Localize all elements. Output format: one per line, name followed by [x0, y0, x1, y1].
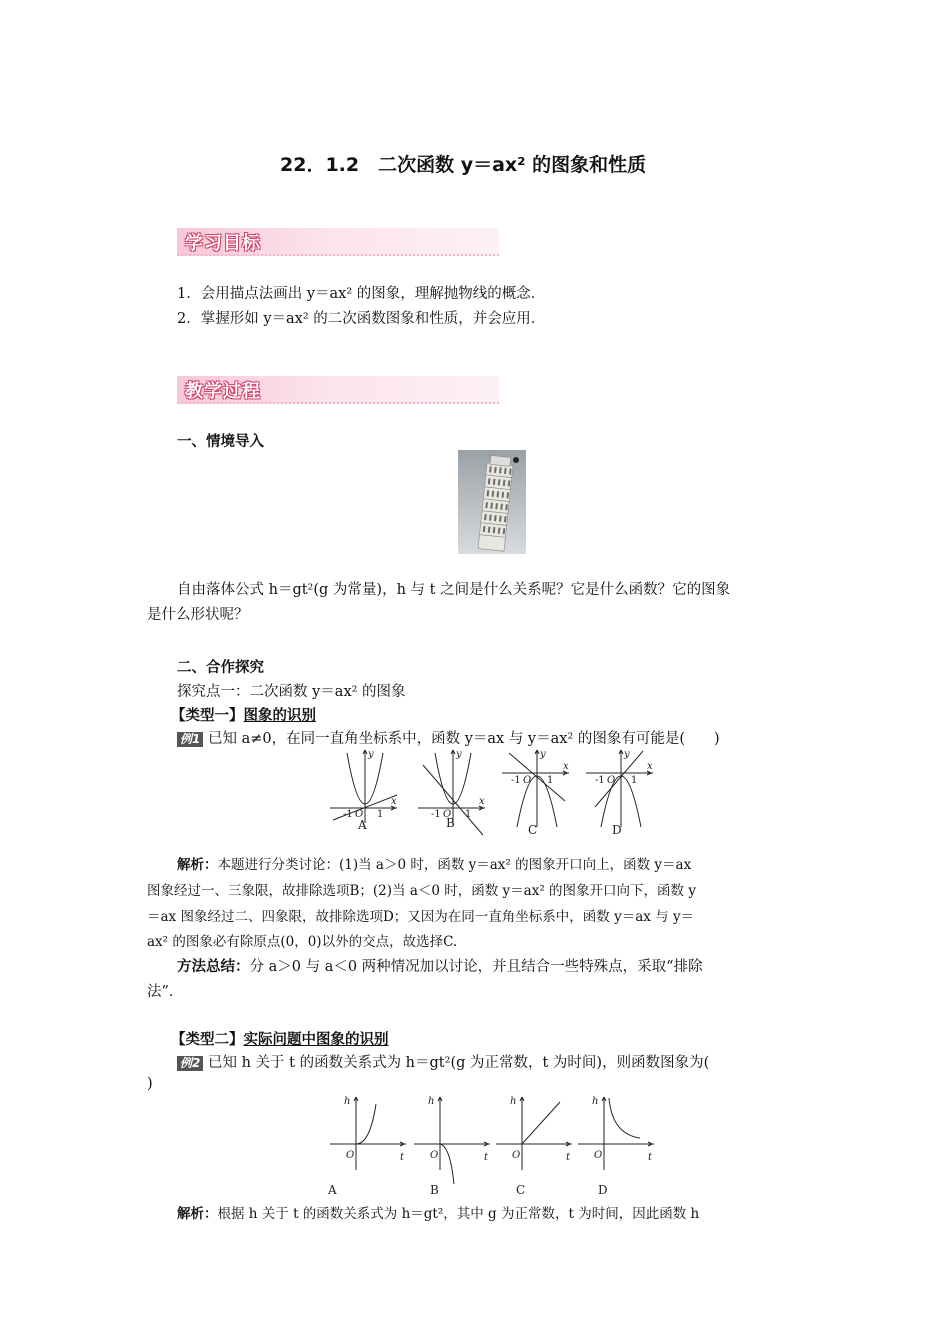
option-label-b: B — [446, 816, 455, 830]
analysis1-text: 本题进行分类讨论：(1)当 a＞0 时，函数 y＝ax² 的图象开口向上，函数 y＝ax — [217, 857, 692, 873]
axis-y-label: y — [624, 749, 630, 760]
tick-one: 1 — [465, 809, 472, 820]
analysis2-line1 — [177, 1202, 699, 1222]
axis-t-label: t — [484, 1152, 489, 1163]
tick-one: 1 — [631, 775, 638, 786]
axis-t-label: t — [566, 1152, 571, 1163]
example1-options-figure — [325, 745, 670, 837]
tick-minus1: -1 — [511, 775, 521, 786]
axis-x-label: x — [563, 761, 569, 772]
origin-label: O — [355, 809, 364, 820]
origin-label: O — [346, 1150, 355, 1161]
type1-label: 【类型一】 — [171, 708, 244, 724]
origin-label: O — [523, 775, 532, 786]
goal-item-1: 1．会用描点法画出 y＝ax² 的图象，理解抛物线的概念． — [177, 286, 546, 302]
axis-h-label: h — [344, 1096, 351, 1107]
analysis-label: 解析： — [177, 857, 218, 873]
analysis1-line2: 图象经过一、三象限，故排除选项B；(2)当 a＜0 时，函数 y＝ax² 的图象开口向下，函数 y — [147, 883, 696, 899]
tick-one: 1 — [547, 775, 554, 786]
axis-h-label: h — [510, 1096, 517, 1107]
method-summary-line1 — [177, 955, 703, 976]
type2-label: 【类型二】 — [171, 1032, 244, 1048]
example2-close-paren: ) — [147, 1076, 153, 1092]
option-label-c: C — [528, 823, 538, 837]
option-d-graph — [578, 1097, 654, 1170]
option-label-c: C — [516, 1183, 526, 1197]
option-label-b: B — [430, 1183, 439, 1197]
option-label-d: D — [612, 823, 622, 837]
axis-t-label: t — [648, 1152, 653, 1163]
goal-item-2: 2．掌握形如 y＝ax² 的二次函数图象和性质，并会应用． — [177, 311, 546, 327]
analysis-label: 解析： — [177, 1206, 218, 1222]
example1-text: 已知 a≠0，在同一直角坐标系中，函数 y＝ax 与 y＝ax² 的图象有可能是( ) — [207, 731, 720, 747]
example2-tag: 例2 — [177, 1056, 203, 1071]
tick-one: 1 — [377, 809, 384, 820]
axis-x-label: x — [647, 761, 653, 772]
type1-title: 图象的识别 — [243, 708, 316, 724]
analysis1-line4: ax² 的图象必有除原点(0，0)以外的交点，故选择C. — [147, 934, 458, 950]
intro-paragraph-line1: 自由落体公式 h＝gt²(g 为常量)，h 与 t 之间是什么关系呢？它是什么函数？它的图象 — [177, 582, 731, 598]
method-summary-line2: 法”． — [147, 984, 184, 1000]
origin-label: O — [443, 809, 452, 820]
axis-h-label: h — [592, 1096, 599, 1107]
analysis1-line1 — [177, 853, 691, 873]
intro-paragraph-line2: 是什么形状呢？ — [147, 607, 249, 623]
tick-minus1: -1 — [343, 809, 353, 820]
tick-minus1: -1 — [431, 809, 441, 820]
banner-label: 教学过程 — [185, 381, 261, 402]
method-text: 分 a＞0 与 a＜0 两种情况加以讨论，并且结合一些特殊点，采取“排除 — [249, 959, 703, 975]
method-label: 方法总结： — [177, 959, 250, 975]
origin-label: O — [512, 1150, 521, 1161]
option-c-graph — [502, 750, 569, 827]
axis-y-label: y — [540, 749, 546, 760]
option-label-a: A — [328, 1183, 337, 1197]
axis-y-label: y — [368, 749, 374, 760]
axis-y-label: y — [456, 749, 462, 760]
section-heading-explore: 二、合作探究 — [177, 660, 264, 676]
example2-question — [177, 1051, 709, 1072]
type1-heading — [171, 704, 316, 725]
type2-title: 实际问题中图象的识别 — [243, 1032, 389, 1048]
leaning-tower-image — [458, 450, 526, 554]
section-heading-intro: 一、情境导入 — [177, 434, 264, 450]
example1-tag: 例1 — [177, 732, 203, 747]
option-a-graph — [330, 750, 397, 823]
option-label-d: D — [598, 1183, 608, 1197]
banner-label: 学习目标 — [185, 233, 261, 254]
axis-h-label: h — [428, 1096, 435, 1107]
option-label-a: A — [358, 818, 367, 832]
example2-options-figure — [328, 1092, 658, 1200]
option-c-graph — [496, 1097, 572, 1170]
analysis1-line3: ＝ax 图象经过二、四象限，故排除选项D；又因为在同一直角坐标系中，函数 y＝ax 与 y＝ — [147, 909, 695, 925]
origin-label: O — [430, 1150, 439, 1161]
section-banner-process — [177, 376, 499, 404]
option-b-graph — [414, 1097, 490, 1184]
origin-label: O — [607, 775, 616, 786]
section-banner-goals — [177, 228, 499, 256]
option-d-graph — [586, 750, 653, 827]
option-a-graph — [330, 1097, 406, 1170]
axis-t-label: t — [400, 1152, 405, 1163]
analysis2-text: 根据 h 关于 t 的函数关系式为 h＝gt²，其中 g 为正常数，t 为时间，因此函数 h — [217, 1206, 700, 1222]
example2-text: 已知 h 关于 t 的函数关系式为 h＝gt²(g 为正常数，t 为时间)，则函数图象为( — [207, 1055, 710, 1071]
axis-x-label: x — [479, 796, 485, 807]
origin-label: O — [594, 1150, 603, 1161]
axis-x-label: x — [391, 796, 397, 807]
page-title: 22．1.2 二次函数 y＝ax² 的图象和性质 — [280, 154, 647, 176]
type2-heading — [171, 1028, 389, 1049]
tick-minus1: -1 — [595, 775, 605, 786]
probe-point-1: 探究点一：二次函数 y＝ax² 的图象 — [177, 684, 406, 700]
